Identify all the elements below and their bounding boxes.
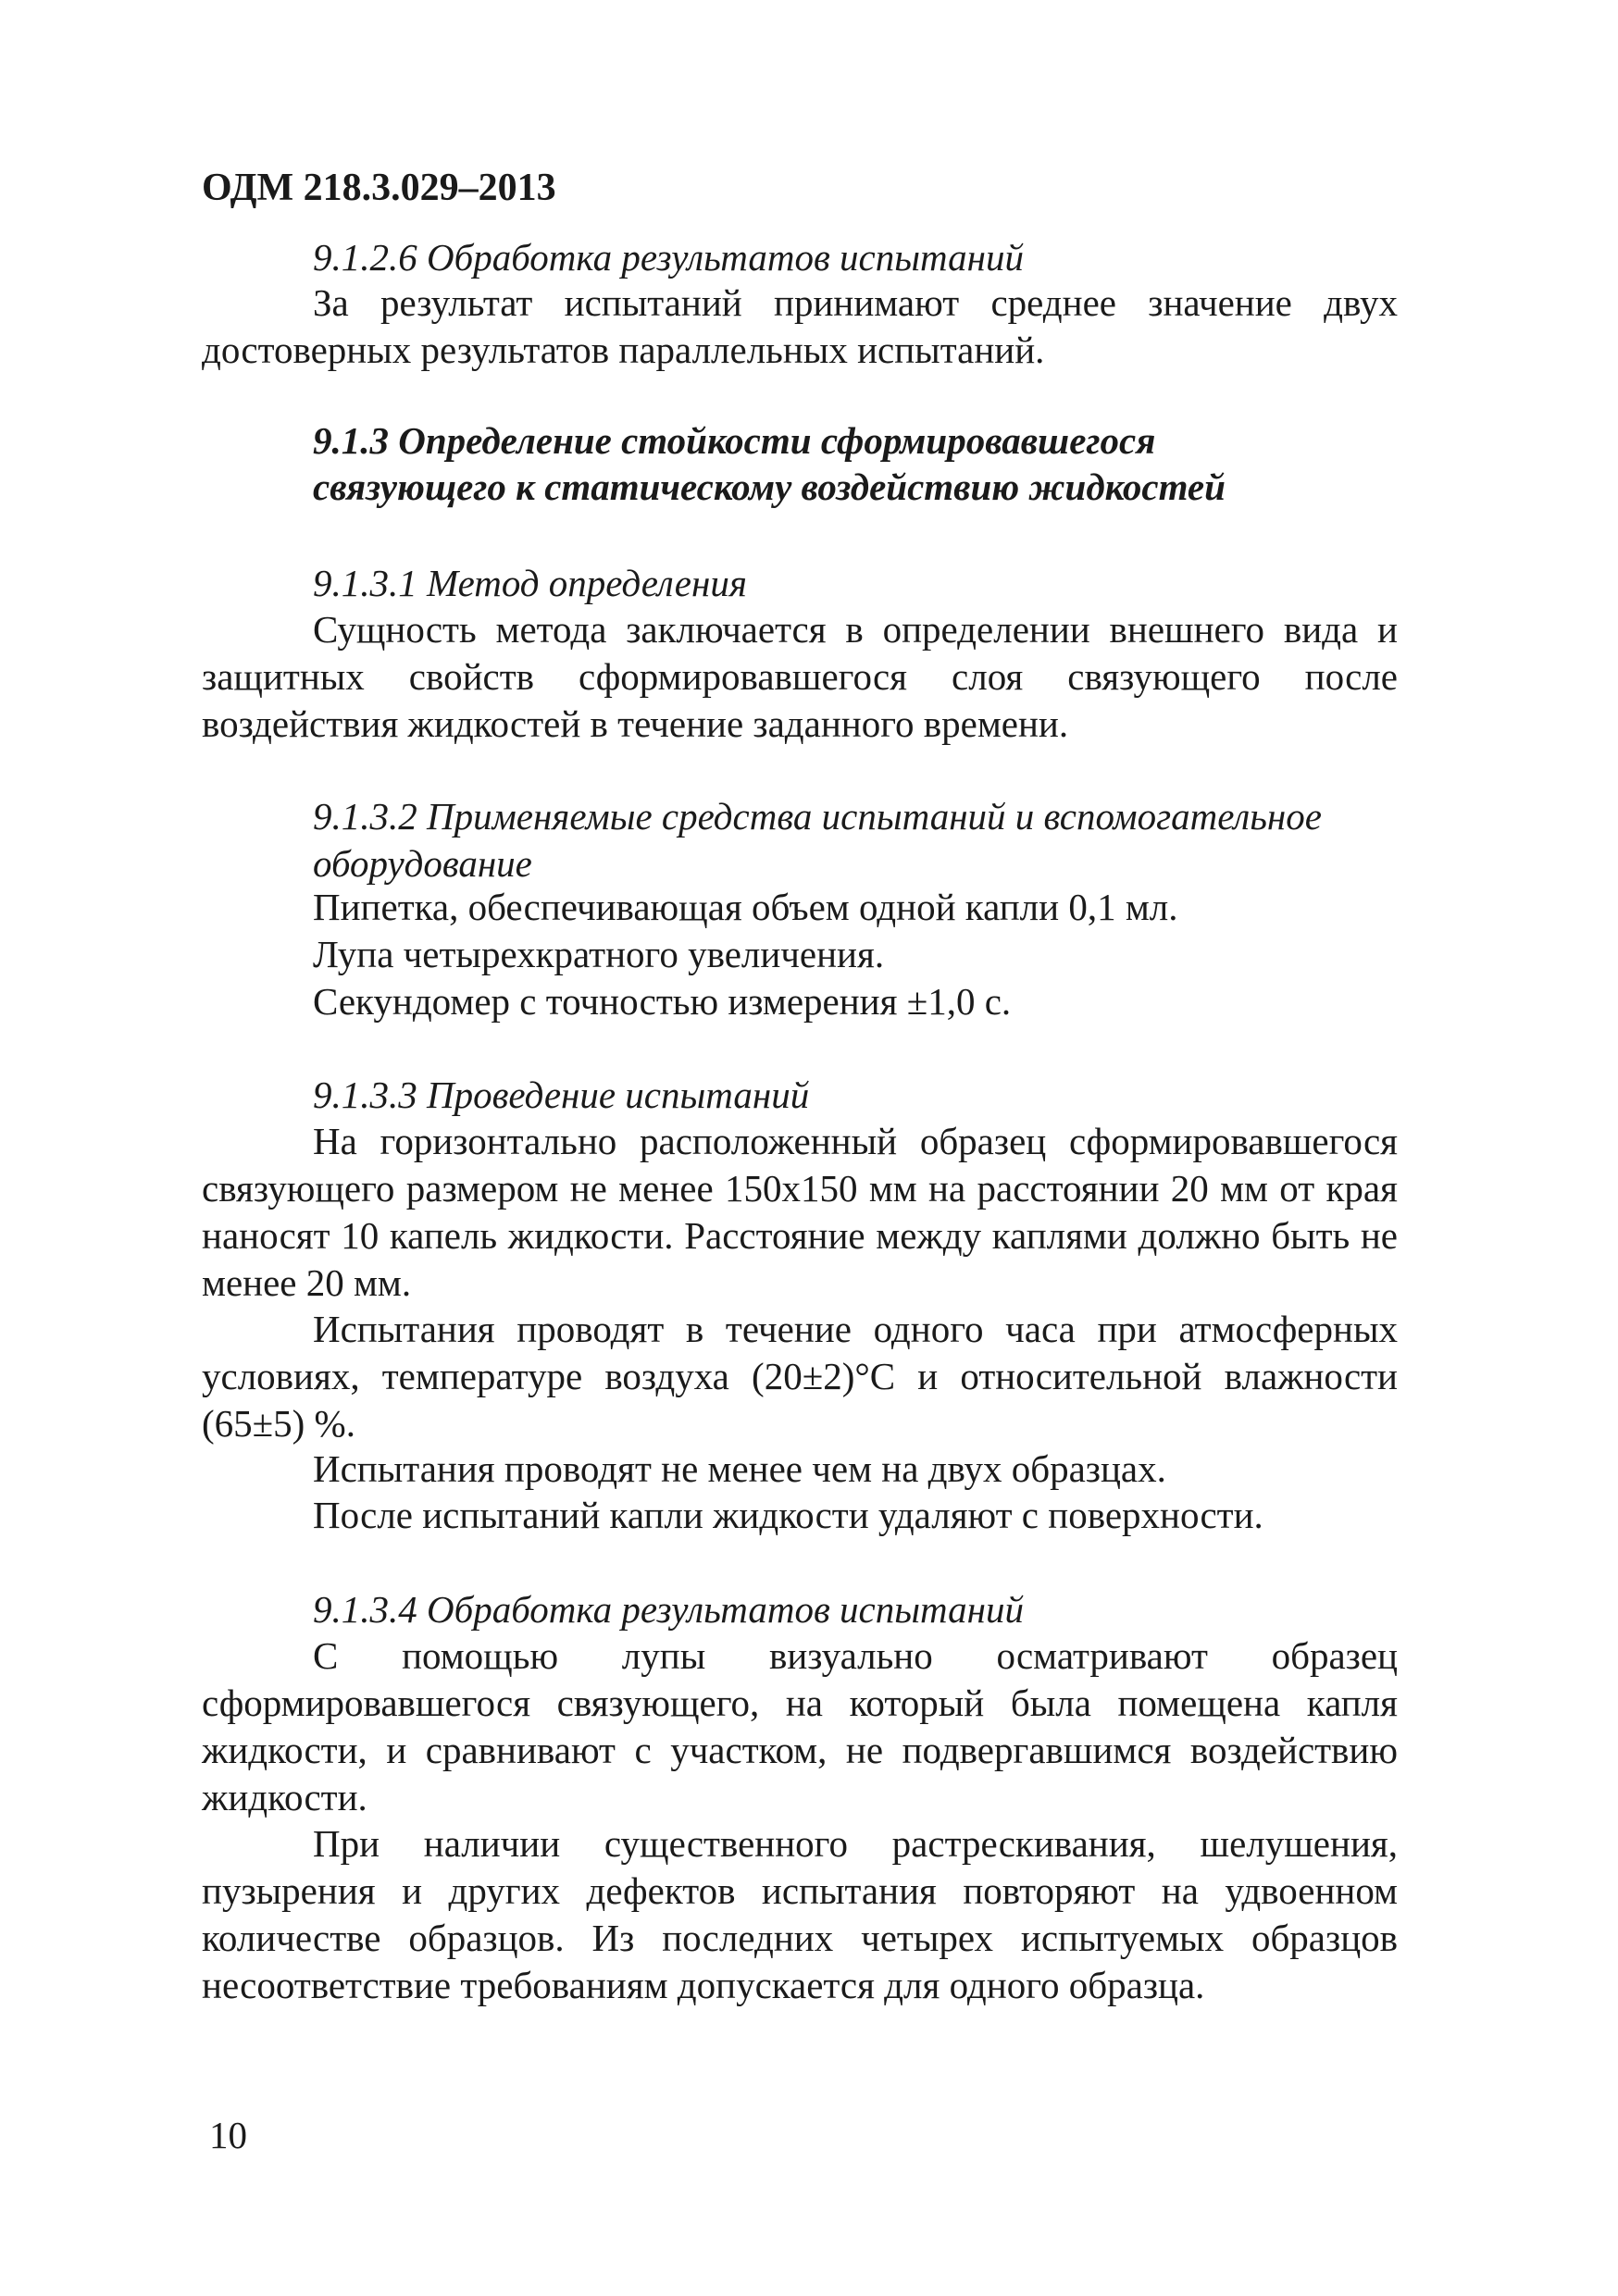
equipment-list bbox=[313, 884, 1178, 1025]
section-9134-paragraph-2: При наличии существенного растрескивания, шелушения, пузырения и других дефектов испытания повторяют на удвоенном количестве образцов. Из последних четырех испытуемых образцов несоответствие требованиям допускается для одного образца. bbox=[202, 1822, 1398, 2006]
section-913-title-line1: 9.1.3 Определение стойкости сформировавшегося bbox=[313, 419, 1156, 462]
section-9126-text: За результат испытаний принимают среднее значение двух достоверных результатов параллельных испытаний. bbox=[202, 281, 1398, 371]
section-9132-heading: 9.1.3.2 Применяемые средства испытаний и вспомогательное оборудование bbox=[313, 795, 1322, 885]
section-9133-paragraph-1: На горизонтально расположенный образец сформировавшегося связующего размером не менее 150x150 мм на расстоянии 20 мм от края наносят 10 капель жидкости. Расстояние между каплями должно быть не менее 20 мм. bbox=[202, 1120, 1398, 1304]
section-9134-paragraph-1: С помощью лупы визуально осматривают образец сформировавшегося связующего, на который была помещена капля жидкости, и сравнивают с участком, не подвергавшимся воздействию жидкости. bbox=[202, 1634, 1398, 1818]
section-9126-heading: 9.1.2.6 Обработка результатов испытаний bbox=[313, 236, 1024, 279]
equipment-item-stopwatch: Секундомер с точностью измерения ±1,0 с. bbox=[313, 980, 1012, 1023]
section-9131-text: Сущность метода заключается в определении внешнего вида и защитных свойств сформировавшегося слоя связующего после воздействия жидкостей в течение заданного времени. bbox=[202, 608, 1398, 745]
equipment-item-magnifier: Лупа четырехкратного увеличения. bbox=[313, 933, 885, 975]
section-9133-heading: 9.1.3.3 Проведение испытаний bbox=[313, 1074, 810, 1116]
document-id: ОДМ 218.3.029–2013 bbox=[202, 167, 556, 209]
section-9133-paragraph-2: Испытания проводят в течение одного часа при атмосферных условиях, температуре воздуха (20±2)°С и относительной влажности (65±5) %. bbox=[202, 1308, 1398, 1445]
equipment-item-pipette: Пипетка, обеспечивающая объем одной капли 0,1 мл. bbox=[313, 886, 1178, 928]
page-number: 10 bbox=[209, 2114, 247, 2156]
section-9131-heading: 9.1.3.1 Метод определения bbox=[313, 562, 747, 604]
section-9134-heading: 9.1.3.4 Обработка результатов испытаний bbox=[313, 1588, 1024, 1631]
section-9133-paragraph-3: Испытания проводят не менее чем на двух образцах. bbox=[313, 1447, 1166, 1490]
section-9133-paragraph-4: После испытаний капли жидкости удаляют с поверхности. bbox=[313, 1494, 1263, 1536]
section-913-title-line2: связующего к статическому воздействию жидкостей bbox=[313, 465, 1226, 508]
